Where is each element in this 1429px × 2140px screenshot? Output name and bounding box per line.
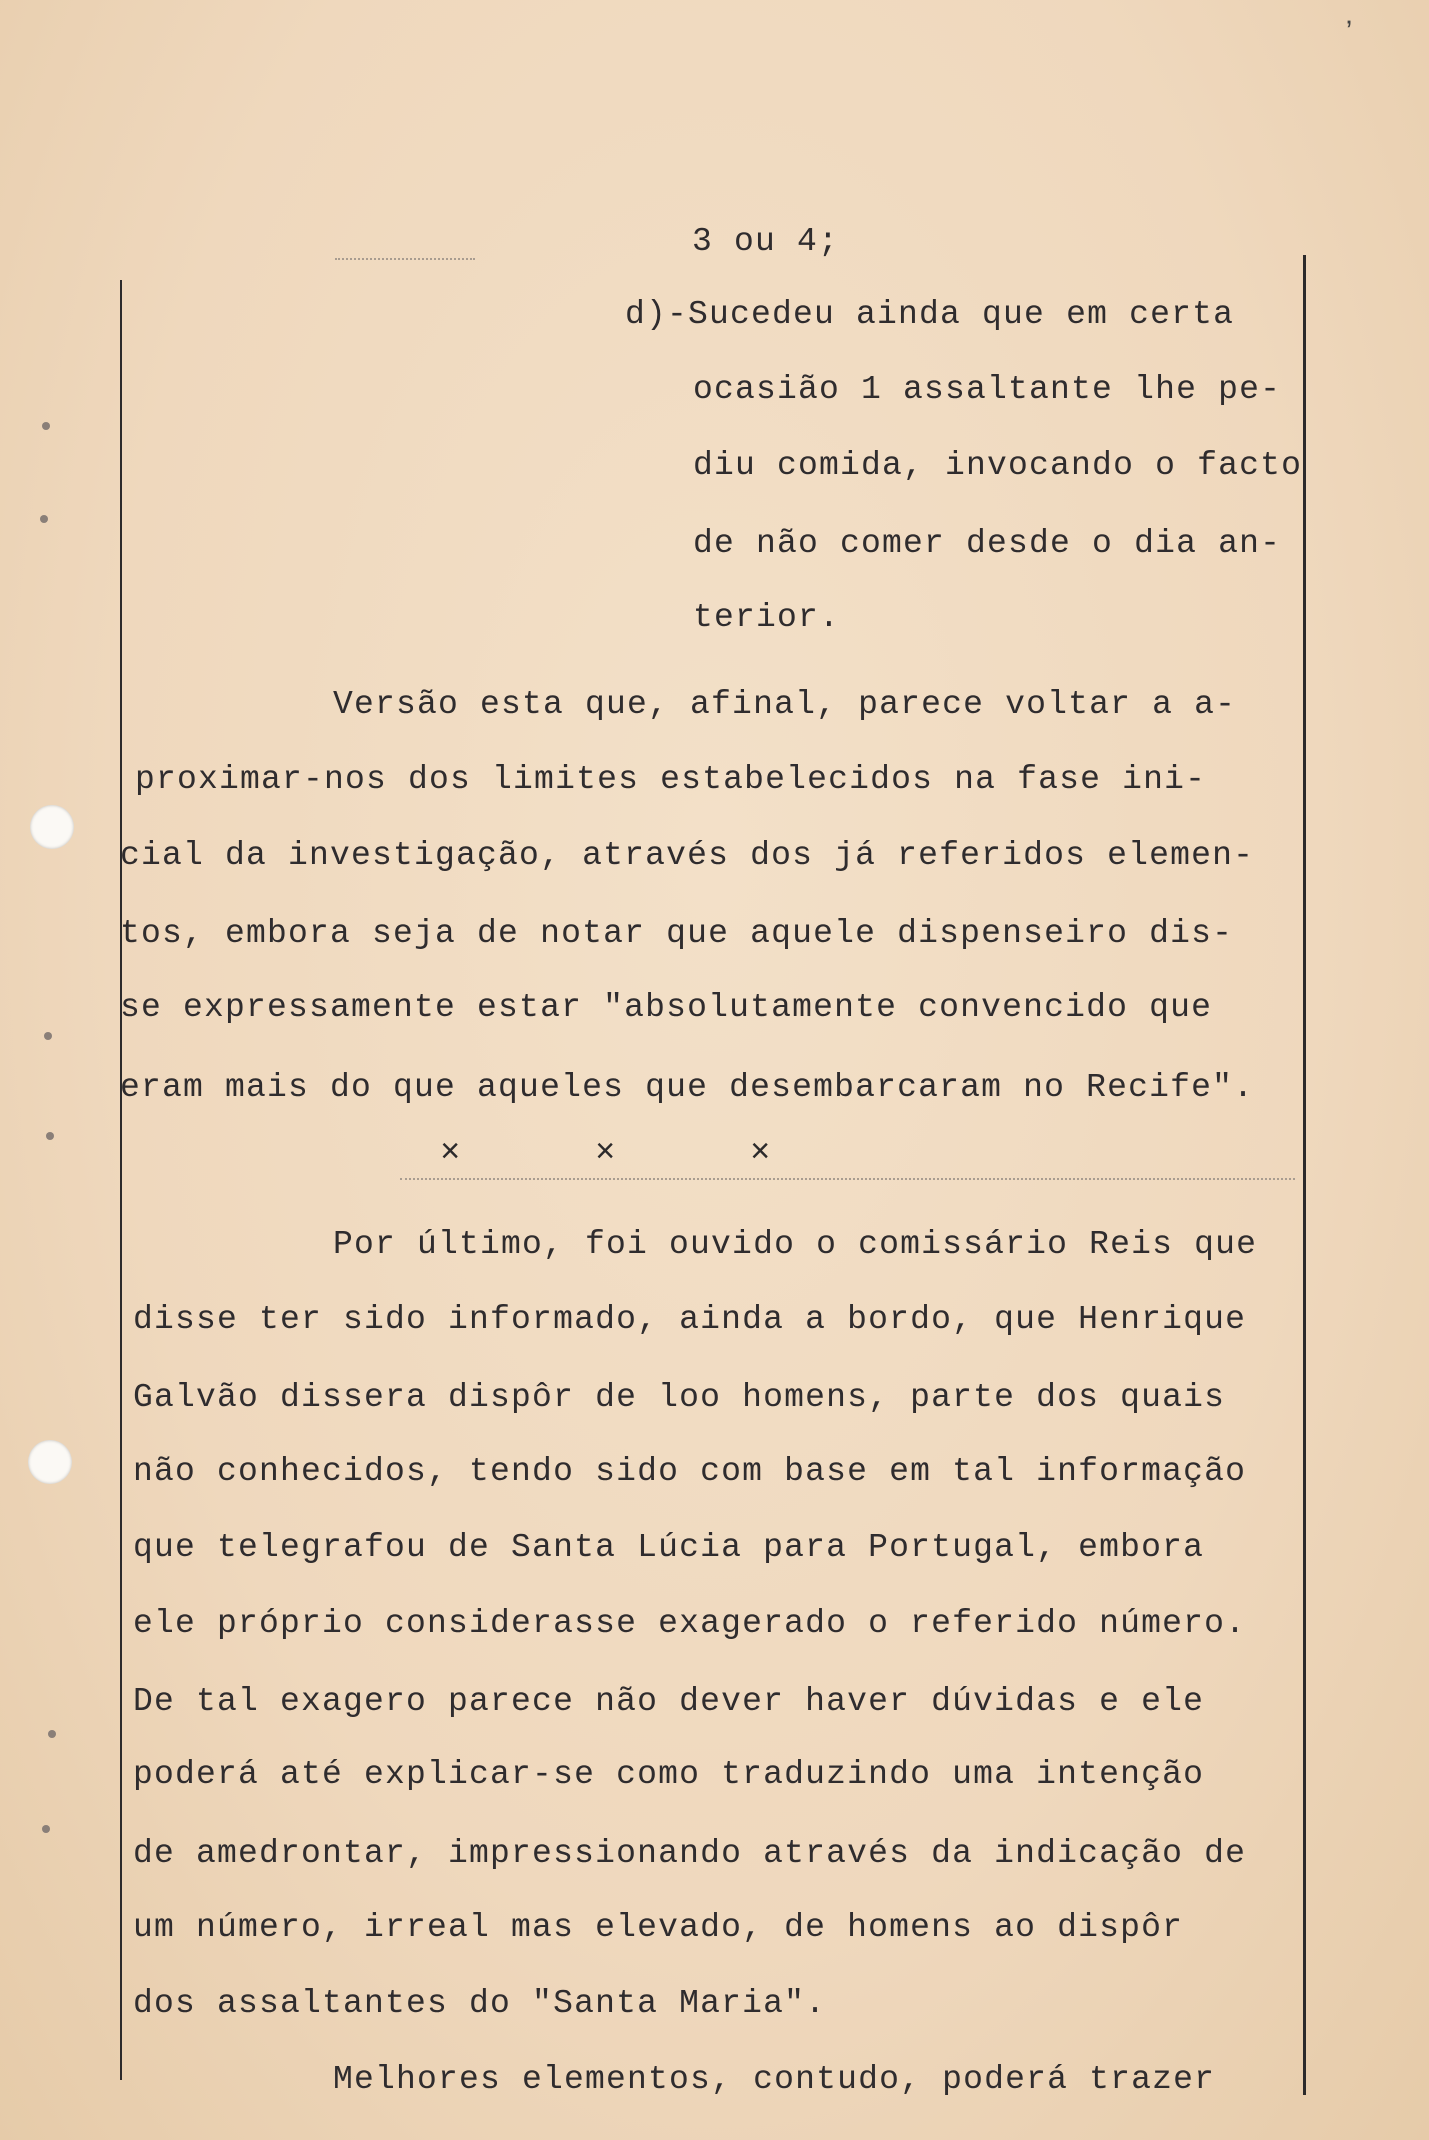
text-line: poderá até explicar-se como traduzindo uma intenção [133, 1756, 1205, 1793]
text-line: De tal exagero parece não dever haver dúvidas e ele [133, 1683, 1205, 1720]
text-line: dos assaltantes do "Santa Maria". [133, 1985, 827, 2022]
text-line: disse ter sido informado, ainda a bordo, que Henrique [133, 1301, 1247, 1338]
guide-rule [400, 1178, 1295, 1180]
margin-speck [40, 515, 48, 523]
margin-speck [48, 1730, 56, 1738]
section-separator [440, 1135, 905, 1173]
margin-speck [42, 1825, 50, 1833]
text-line: Melhores elementos, contudo, poderá trazer [333, 2061, 1216, 2098]
text-line: que telegrafou de Santa Lúcia para Portugal, embora [133, 1529, 1205, 1566]
text-line: Versão esta que, afinal, parece voltar a a- [333, 686, 1237, 723]
corner-mark: ʼ [1340, 18, 1359, 52]
text-line: tos, embora seja de notar que aquele dispenseiro dis- [120, 915, 1234, 952]
text-line: d)-Sucedeu ainda que em certa [625, 296, 1235, 333]
text-line: Galvão dissera dispôr de loo homens, parte dos quais [133, 1379, 1226, 1416]
punch-hole-bottom [28, 1440, 72, 1484]
text-line: de não comer desde o dia an- [693, 525, 1282, 562]
text-line: se expressamente estar "absolutamente convencido que [120, 989, 1213, 1026]
text-line: diu comida, invocando o facto [693, 447, 1303, 484]
separator-mark: × [750, 1135, 771, 1173]
guide-rule [335, 258, 475, 260]
text-line: terior. [693, 599, 841, 636]
margin-speck [46, 1132, 54, 1140]
left-margin-rule [120, 280, 122, 2080]
margin-speck [44, 1032, 52, 1040]
text-line: ele próprio considerasse exagerado o referido número. [133, 1605, 1247, 1642]
text-line: de amedrontar, impressionando através da indicação de [133, 1835, 1247, 1872]
text-line: cial da investigação, através dos já referidos elemen- [120, 837, 1255, 874]
separator-mark: × [595, 1135, 616, 1173]
text-line: proximar-nos dos limites estabelecidos na fase ini- [135, 761, 1207, 798]
text-line: não conhecidos, tendo sido com base em tal informação [133, 1453, 1247, 1490]
punch-hole-top [30, 805, 74, 849]
text-line: ocasião 1 assaltante lhe pe- [693, 371, 1282, 408]
separator-mark: × [440, 1135, 461, 1173]
text-line: um número, irreal mas elevado, de homens ao dispôr [133, 1909, 1184, 1946]
margin-speck [42, 422, 50, 430]
text-line: 3 ou 4; [692, 223, 840, 260]
text-line: eram mais do que aqueles que desembarcaram no Recife". [120, 1069, 1255, 1106]
right-margin-rule [1303, 255, 1306, 2095]
text-line: Por último, foi ouvido o comissário Reis que [333, 1226, 1258, 1263]
